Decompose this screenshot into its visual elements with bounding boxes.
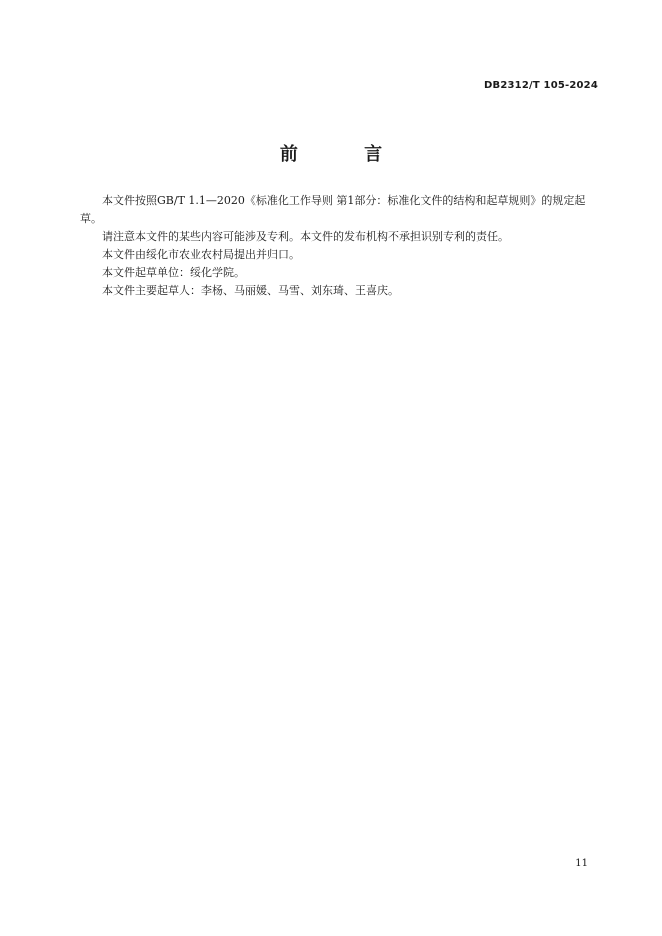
paragraph-proposer: 本文件由绥化市农业农村局提出并归口。 [102, 248, 300, 261]
page-title: 前 言 [279, 144, 413, 165]
foreword-body [80, 192, 602, 300]
page-number: 11 [575, 858, 588, 869]
document-code: DB2312/T 105-2024 [484, 80, 598, 91]
paragraph-patent-notice: 请注意本文件的某些内容可能涉及专利。本文件的发布机构不承担识别专利的责任。 [102, 230, 509, 243]
paragraph-drafting-unit: 本文件起草单位：绥化学院。 [102, 266, 245, 279]
paragraph-drafters: 本文件主要起草人：李杨、马丽媛、马雪、刘东琦、王喜庆。 [102, 284, 399, 297]
paragraph-drafting-basis: 本文件按照GB/T 1.1—2020《标准化工作导则 第1部分：标准化文件的结构和起草规则》的规定起草。 [80, 194, 586, 225]
